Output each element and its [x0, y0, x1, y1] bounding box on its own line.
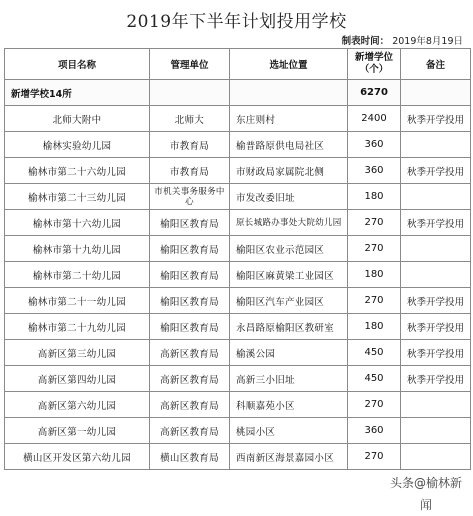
cell-note: 秋季开学投用 — [401, 366, 471, 392]
watermark-logo: 头条@榆林新闻 — [385, 472, 467, 494]
cell-location: 市发改委旧址 — [230, 184, 348, 210]
cell-project-name: 横山区开发区第六幼儿园 — [5, 444, 150, 470]
cell-location: 市财政局家属院北侧 — [230, 158, 348, 184]
cell-note: 秋季开学投用 — [401, 288, 471, 314]
cell-new-seats: 180 — [348, 262, 401, 288]
table-date — [342, 33, 463, 47]
cell-management-unit: 市教育局 — [150, 132, 230, 158]
cell-location: 高新三小旧址 — [230, 366, 348, 392]
cell-note — [401, 392, 471, 418]
table-row — [5, 366, 471, 392]
cell-note — [401, 262, 471, 288]
cell-new-seats: 360 — [348, 158, 401, 184]
header-location: 选址位置 — [230, 49, 348, 80]
cell-location: 榆阳区麻黄梁工业园区 — [230, 262, 348, 288]
cell-management-unit: 榆阳区教育局 — [150, 288, 230, 314]
cell-management-unit: 市教育局 — [150, 158, 230, 184]
cell-project-name: 高新区第六幼儿园 — [5, 392, 150, 418]
cell-project-name: 榆林实验幼儿园 — [5, 132, 150, 158]
summary-location — [230, 80, 348, 106]
table-row — [5, 132, 471, 158]
date-label: 制表时间： — [341, 36, 390, 47]
cell-project-name: 高新区第三幼儿园 — [5, 340, 150, 366]
cell-location: 桃园小区 — [230, 418, 348, 444]
cell-location: 榆溪公园 — [230, 340, 348, 366]
summary-unit — [150, 80, 230, 106]
cell-management-unit: 高新区教育局 — [150, 392, 230, 418]
cell-new-seats: 360 — [348, 418, 401, 444]
table-row — [5, 106, 471, 132]
table-row — [5, 444, 471, 470]
summary-name: 新增学校14所 — [5, 80, 150, 106]
cell-management-unit: 榆阳区教育局 — [150, 314, 230, 340]
cell-note — [401, 236, 471, 262]
cell-note — [401, 184, 471, 210]
cell-management-unit: 高新区教育局 — [150, 366, 230, 392]
table-row — [5, 392, 471, 418]
cell-location: 榆普路原供电局社区 — [230, 132, 348, 158]
cell-project-name: 榆林市第二十幼儿园 — [5, 262, 150, 288]
cell-project-name: 高新区第四幼儿园 — [5, 366, 150, 392]
cell-management-unit: 北师大 — [150, 106, 230, 132]
cell-management-unit: 高新区教育局 — [150, 418, 230, 444]
cell-management-unit: 榆阳区教育局 — [150, 262, 230, 288]
cell-project-name: 榆林市第十九幼儿园 — [5, 236, 150, 262]
table-row — [5, 288, 471, 314]
cell-new-seats: 2400 — [348, 106, 401, 132]
cell-location: 东庄则村 — [230, 106, 348, 132]
header-new-seats: 新增学位（个） — [348, 49, 401, 80]
cell-new-seats: 450 — [348, 340, 401, 366]
cell-location: 西南新区海景嘉园小区 — [230, 444, 348, 470]
page-title: 2019年下半年计划投用学校 — [126, 12, 347, 32]
cell-project-name: 榆林市第十六幼儿园 — [5, 210, 150, 236]
table-row — [5, 236, 471, 262]
cell-project-name: 北师大附中 — [5, 106, 150, 132]
schools-table — [4, 48, 471, 470]
header-note: 备注 — [401, 49, 471, 80]
cell-note: 秋季开学投用 — [401, 314, 471, 340]
cell-location: 原长城路办事处大院幼儿园 — [230, 210, 348, 236]
cell-note — [401, 418, 471, 444]
cell-project-name: 榆林市第二十三幼儿园 — [5, 184, 150, 210]
cell-note: 秋季开学投用 — [401, 158, 471, 184]
cell-new-seats: 180 — [348, 184, 401, 210]
cell-new-seats: 270 — [348, 444, 401, 470]
table-row — [5, 158, 471, 184]
cell-management-unit: 高新区教育局 — [150, 340, 230, 366]
cell-project-name: 高新区第一幼儿园 — [5, 418, 150, 444]
cell-management-unit: 市机关事务服务中心 — [150, 184, 230, 210]
cell-management-unit: 横山区教育局 — [150, 444, 230, 470]
cell-new-seats: 450 — [348, 366, 401, 392]
cell-location: 榆阳区汽车产业园区 — [230, 288, 348, 314]
cell-location: 永昌路原榆阳区教研室 — [230, 314, 348, 340]
cell-new-seats: 360 — [348, 132, 401, 158]
cell-new-seats: 270 — [348, 210, 401, 236]
table-row — [5, 418, 471, 444]
cell-note — [401, 132, 471, 158]
cell-new-seats: 270 — [348, 236, 401, 262]
table-row — [5, 184, 471, 210]
cell-project-name: 榆林市第二十一幼儿园 — [5, 288, 150, 314]
cell-location: 榆阳区农业示范园区 — [230, 236, 348, 262]
header-row — [5, 49, 471, 80]
summary-note — [401, 80, 471, 106]
summary-row — [5, 80, 471, 106]
cell-note: 秋季开学投用 — [401, 106, 471, 132]
cell-note — [401, 444, 471, 470]
cell-location: 科顺嘉苑小区 — [230, 392, 348, 418]
date-value: 2019年8月19日 — [392, 36, 463, 47]
table-row — [5, 340, 471, 366]
cell-project-name: 榆林市第二十九幼儿园 — [5, 314, 150, 340]
table-row — [5, 314, 471, 340]
cell-note: 秋季开学投用 — [401, 340, 471, 366]
summary-seats: 6270 — [348, 80, 401, 106]
header-project-name: 项目名称 — [5, 49, 150, 80]
cell-new-seats: 270 — [348, 392, 401, 418]
cell-management-unit: 榆阳区教育局 — [150, 210, 230, 236]
table-row — [5, 262, 471, 288]
cell-management-unit: 榆阳区教育局 — [150, 236, 230, 262]
table-row — [5, 210, 471, 236]
cell-note: 秋季开学投用 — [401, 210, 471, 236]
cell-new-seats: 270 — [348, 288, 401, 314]
header-management-unit: 管理单位 — [150, 49, 230, 80]
cell-new-seats: 180 — [348, 314, 401, 340]
cell-project-name: 榆林市第二十六幼儿园 — [5, 158, 150, 184]
